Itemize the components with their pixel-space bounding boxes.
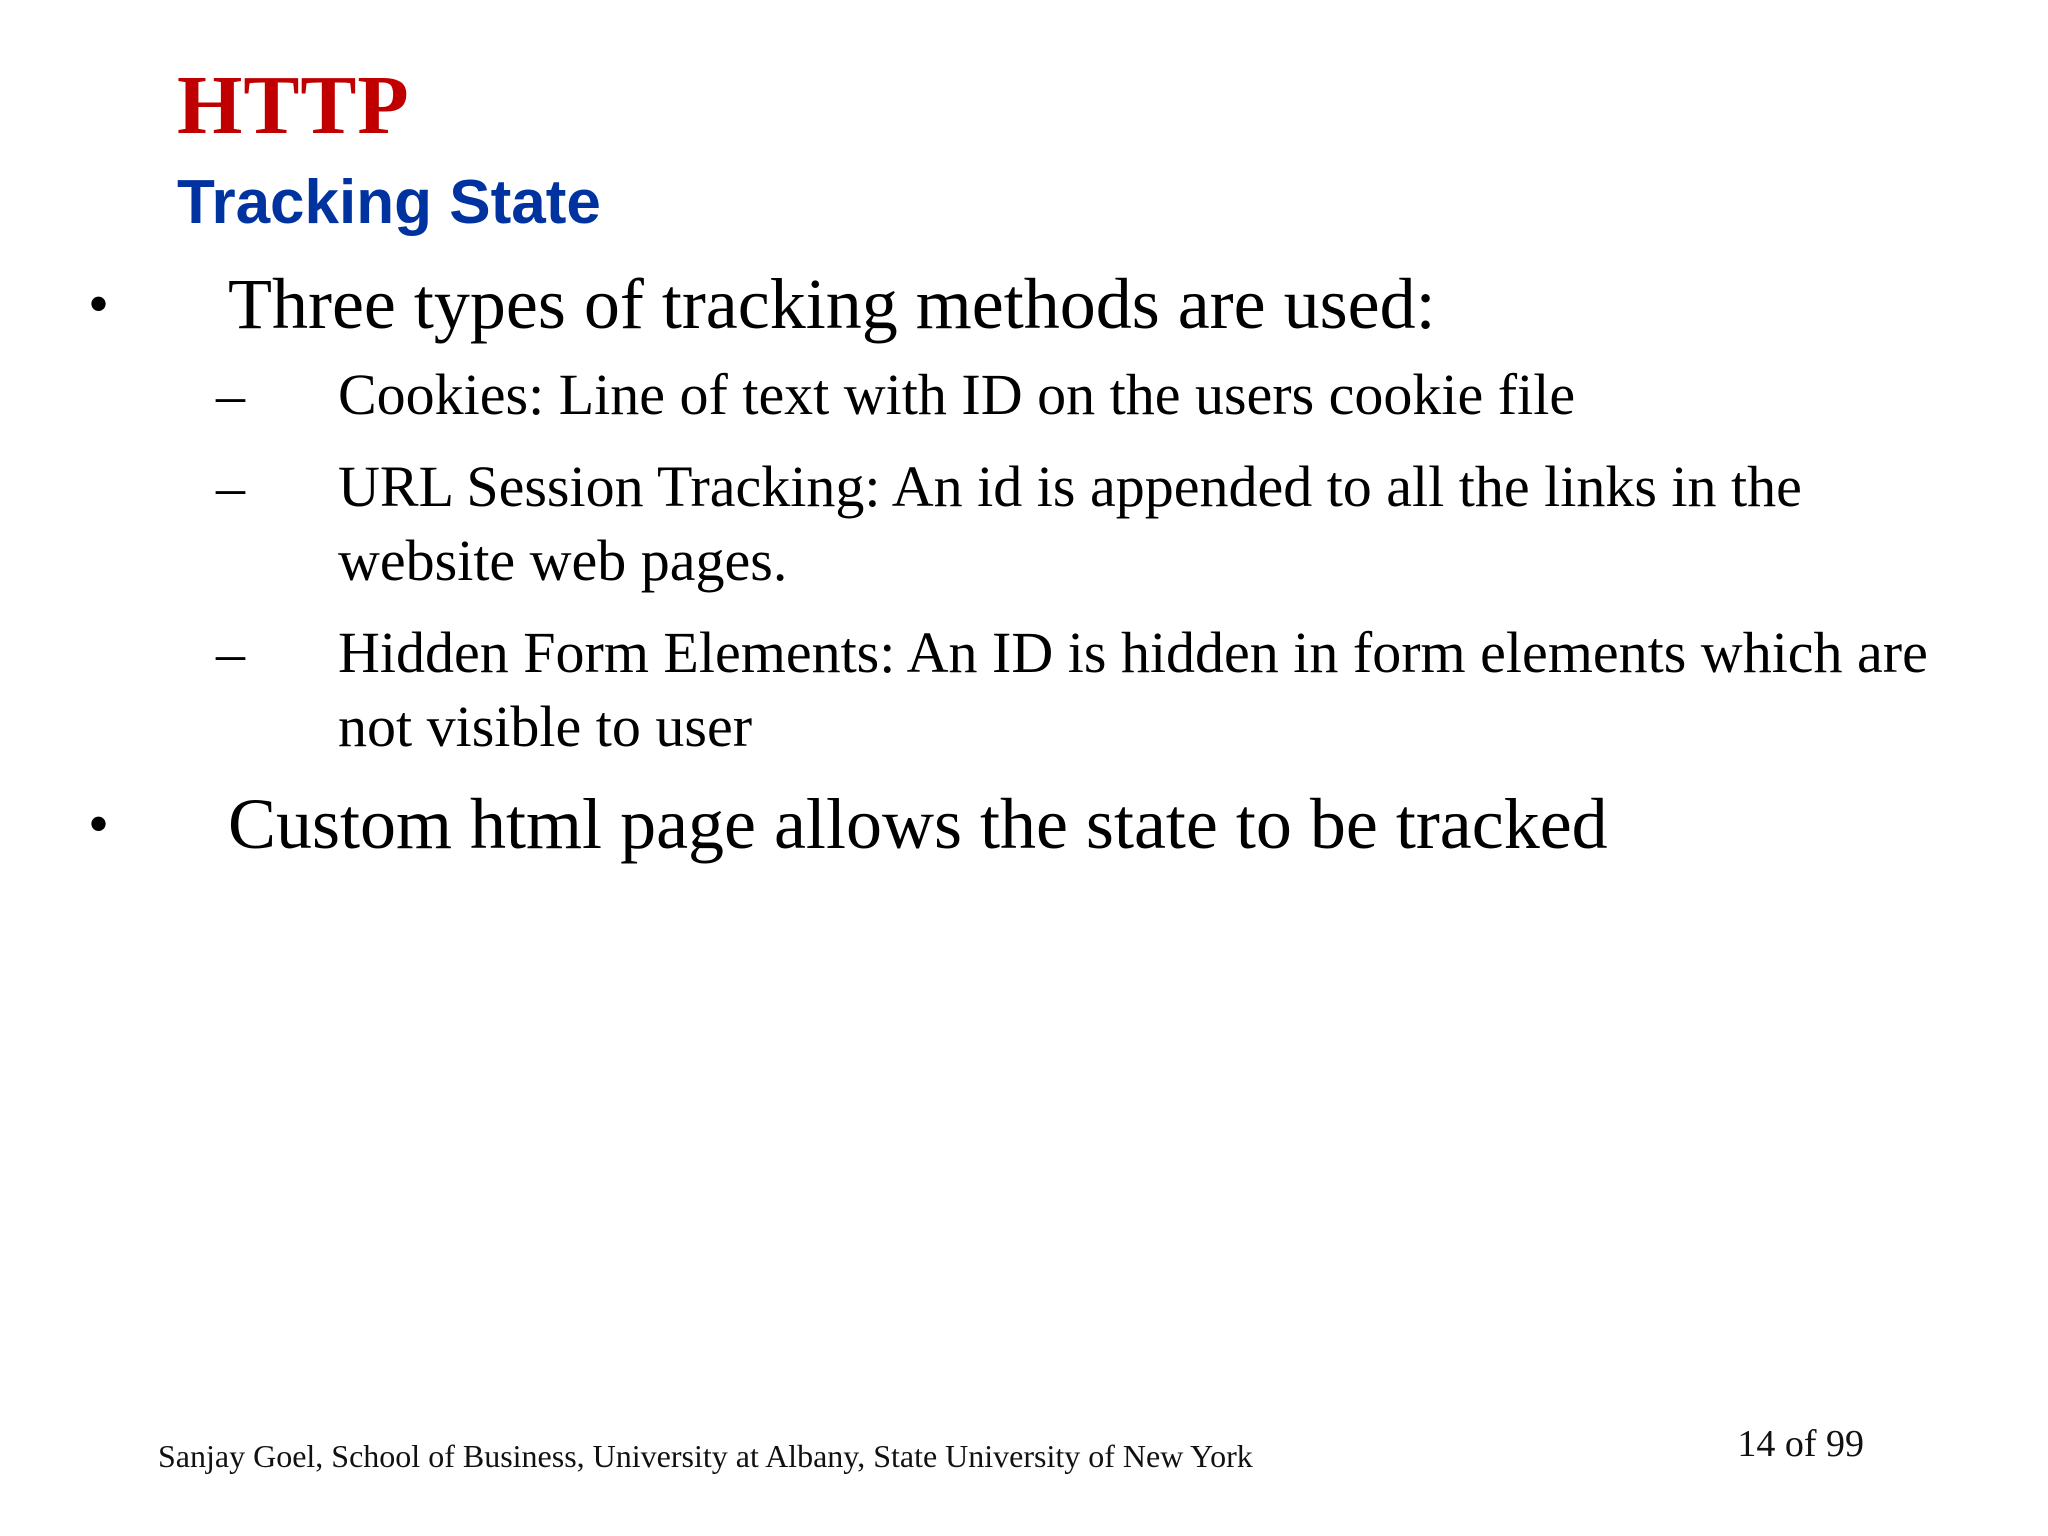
sub-bullet-text: URL Session Tracking: An id is appended to all the links in the website web pages. bbox=[338, 454, 1802, 593]
sub-bullet-marker: – bbox=[216, 454, 245, 519]
bullet-text: Three types of tracking methods are used: bbox=[228, 264, 1436, 344]
sub-bullet-list bbox=[0, 358, 2048, 764]
sub-bullet-text: Cookies: Line of text with ID on the users cookie file bbox=[338, 362, 1576, 427]
sub-bullet-text: Hidden Form Elements: An ID is hidden in form elements which are not visible to user bbox=[338, 620, 1928, 759]
bullet-item-custom-html bbox=[0, 782, 2008, 866]
page-number: 14 of 99 bbox=[1737, 1423, 1864, 1465]
slide-footer: Sanjay Goel, School of Business, University at Albany, State University of New York bbox=[158, 1438, 1253, 1474]
bullet-list bbox=[0, 262, 2048, 866]
sub-bullet-cookies bbox=[0, 358, 1958, 432]
slide-subtitle: Tracking State bbox=[177, 168, 601, 237]
sub-bullet-url-session-tracking bbox=[0, 450, 1958, 598]
bullet-item-tracking-methods bbox=[0, 262, 2008, 346]
sub-bullet-hidden-form-elements bbox=[0, 616, 1958, 764]
sub-bullet-marker: – bbox=[216, 362, 245, 427]
slide-title: HTTP bbox=[177, 59, 410, 152]
bullet-marker: • bbox=[88, 791, 110, 857]
sub-bullet-marker: – bbox=[216, 620, 245, 685]
bullet-marker: • bbox=[88, 271, 110, 337]
bullet-text: Custom html page allows the state to be tracked bbox=[228, 784, 1608, 864]
